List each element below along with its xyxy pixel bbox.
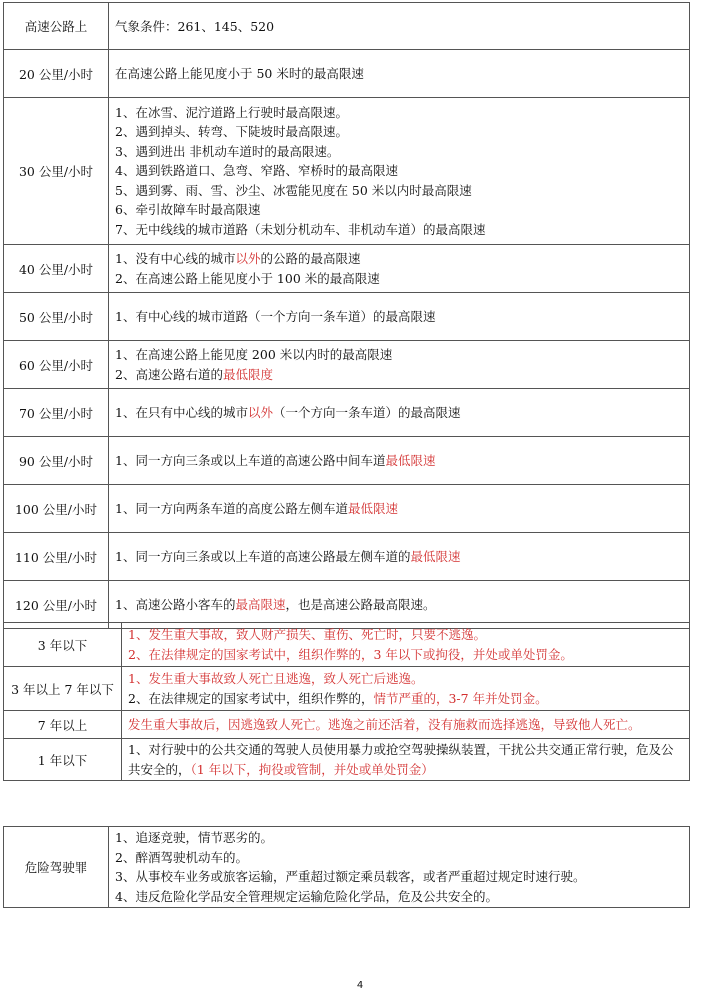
speed-description <box>109 293 690 341</box>
highlighted-text: 2、在法律规定的国家考试中，组织作弊的， <box>128 646 374 662</box>
text-line <box>115 595 683 615</box>
speed-value: 120 公里/小时 <box>4 581 109 629</box>
text-segment: 1、对行驶中的公共交通的驾驶人员使用暴力或抢空驾驶操纵装置，干扰公共交通正常行驶，危及公共安全的， <box>128 742 674 777</box>
highlighted-text: 最低限速 <box>385 452 436 468</box>
highlighted-text: 1、发生重大事故，致人财产损失、重伤、死亡时，只要不逃逸。 <box>128 627 486 642</box>
highlighted-text: 以外 <box>247 404 273 420</box>
text-line <box>115 848 683 868</box>
text-line <box>115 103 683 123</box>
highlighted-text: 最低限度 <box>222 366 273 382</box>
text-segment: 7、无中线线的城市道路（未划分机动车、非机动车道）的最高限速 <box>115 221 486 237</box>
highlighted-text: 情节严重的，3-7 年并处罚金。 <box>373 690 548 706</box>
penalty-description <box>122 623 690 667</box>
text-line <box>115 867 683 887</box>
text-line <box>115 451 683 471</box>
speed-limit-row <box>4 389 690 437</box>
text-segment: （一个方向一条车道）的最高限速 <box>272 404 461 420</box>
text-segment: 1、高速公路小客车的 <box>115 596 236 612</box>
speed-value: 90 公里/小时 <box>4 437 109 485</box>
highlighted-text: 3 年以下或拘役，并处或单处罚金。 <box>373 646 573 662</box>
text-line <box>128 645 683 665</box>
text-line <box>115 345 683 365</box>
penalty-description <box>122 667 690 711</box>
highlighted-text: 最高限速 <box>235 596 286 612</box>
speed-limit-row <box>4 341 690 389</box>
text-segment: 2、遇到掉头、转弯、下陡坡时最高限速。 <box>115 124 348 140</box>
text-line <box>115 269 683 289</box>
penalty-term: 7 年以上 <box>4 711 122 739</box>
speed-limit-row <box>4 485 690 533</box>
penalty-description <box>122 739 690 781</box>
speed-table-header-key: 高速公路上 <box>4 3 109 50</box>
highlighted-text: 1、发生重大事故致人死亡且逃逸，致人死亡后逃逸。 <box>128 671 424 686</box>
text-line <box>115 887 683 907</box>
text-segment: 的公路的最高限速 <box>260 251 361 266</box>
dangerous-driving-table <box>3 826 690 908</box>
text-segment: 3、从事校车业务或旅客运输，严重超过额定乘员载客，或者严重超过规定时速行驶。 <box>115 869 586 884</box>
text-line <box>115 181 683 201</box>
dangerous-driving-key: 危险驾驶罪 <box>4 827 109 908</box>
speed-value: 20 公里/小时 <box>4 50 109 98</box>
dangerous-driving-items <box>109 827 690 908</box>
text-segment: 1、有中心线的城市道路（一个方向一条车道）的最高限速 <box>115 308 436 324</box>
text-line <box>115 499 683 519</box>
speed-value: 60 公里/小时 <box>4 341 109 389</box>
speed-description <box>109 533 690 581</box>
text-line <box>115 249 683 269</box>
text-segment: 4、遇到铁路道口、急弯、窄路、窄桥时的最高限速 <box>115 163 398 179</box>
text-segment: 4、违反危险化学品安全管理规定运输危险化学品，危及公共安全的。 <box>115 888 498 904</box>
speed-description <box>109 485 690 533</box>
speed-description <box>109 245 690 293</box>
speed-limit-table <box>3 2 690 629</box>
penalty-row <box>4 623 690 667</box>
text-line <box>115 200 683 220</box>
text-line <box>128 689 683 709</box>
speed-limit-row <box>4 50 690 98</box>
speed-limit-row <box>4 98 690 245</box>
speed-value: 100 公里/小时 <box>4 485 109 533</box>
highlighted-text: 最低限速 <box>410 548 461 564</box>
speed-limit-row <box>4 293 690 341</box>
text-line <box>115 161 683 181</box>
highlighted-text: （1 年以下，拘役或管制，并处或单处罚金） <box>190 761 434 777</box>
speed-description <box>109 341 690 389</box>
text-line <box>115 64 683 84</box>
penalty-row <box>4 711 690 739</box>
text-segment: ，也是高速公路最高限速。 <box>285 596 436 612</box>
text-segment: 1、同一方向三条或以上车道的高速公路中间车道 <box>115 452 386 468</box>
text-segment: 2、在法律规定的国家考试中，组织作弊的， <box>128 690 374 706</box>
text-line <box>115 403 683 423</box>
highlighted-text: 以外 <box>235 251 261 266</box>
penalty-term: 1 年以下 <box>4 739 122 781</box>
page-number: 4 <box>356 980 364 991</box>
penalty-term: 3 年以上 7 年以下 <box>4 667 122 711</box>
speed-value: 30 公里/小时 <box>4 98 109 245</box>
speed-limit-row <box>4 533 690 581</box>
text-line <box>115 365 683 385</box>
text-segment: 在高速公路上能见度小于 50 米时的最高限速 <box>115 65 364 81</box>
text-segment: 1、追逐竞驶，情节恶劣的。 <box>115 830 273 845</box>
text-line <box>115 828 683 848</box>
text-segment: 1、同一方向两条车道的高度公路左侧车道 <box>115 500 348 516</box>
penalty-row <box>4 667 690 711</box>
text-segment: 1、在只有中心线的城市 <box>115 404 248 420</box>
text-line <box>128 625 683 645</box>
text-segment: 2、在高速公路上能见度小于 100 米的最高限速 <box>115 270 380 286</box>
speed-table-header-row <box>4 3 690 50</box>
speed-description <box>109 437 690 485</box>
speed-table-header-value: 气象条件：261、145、520 <box>109 3 690 50</box>
speed-value: 50 公里/小时 <box>4 293 109 341</box>
text-line <box>128 715 683 735</box>
penalty-table <box>3 622 690 781</box>
speed-value: 110 公里/小时 <box>4 533 109 581</box>
dangerous-driving-row <box>4 827 690 908</box>
speed-description <box>109 389 690 437</box>
text-segment: 1、在冰雪、泥泞道路上行驶时最高限速。 <box>115 104 348 120</box>
text-line <box>115 142 683 162</box>
text-segment: 1、在高速公路上能见度 200 米以内时的最高限速 <box>115 347 393 362</box>
text-segment: 5、遇到雾、雨、雪、沙尘、冰雹能见度在 50 米以内时最高限速 <box>115 182 472 198</box>
speed-limit-row <box>4 437 690 485</box>
text-line <box>128 740 683 779</box>
text-segment: 2、高速公路右道的 <box>115 366 223 382</box>
speed-description <box>109 50 690 98</box>
text-line <box>128 669 683 689</box>
text-segment: 1、没有中心线的城市 <box>115 251 236 266</box>
penalty-description <box>122 711 690 739</box>
penalty-term: 3 年以下 <box>4 623 122 667</box>
speed-description <box>109 98 690 245</box>
text-line <box>115 122 683 142</box>
text-segment: 1、同一方向三条或以上车道的高速公路最左侧车道的 <box>115 548 411 564</box>
speed-value: 70 公里/小时 <box>4 389 109 437</box>
text-segment: 2、醉酒驾驶机动车的。 <box>115 849 248 865</box>
text-segment: 6、牵引故障车时最高限速 <box>115 202 261 218</box>
penalty-row <box>4 739 690 781</box>
speed-value: 40 公里/小时 <box>4 245 109 293</box>
highlighted-text: 发生重大事故后，因逃逸致人死亡。逃逸之前还活着，没有施救而选择逃逸，导致他人死亡。 <box>128 716 641 732</box>
text-segment: 3、遇到进出 非机动车道时的最高限速。 <box>115 143 340 159</box>
text-line <box>115 220 683 240</box>
text-line <box>115 547 683 567</box>
highlighted-text: 最低限速 <box>347 500 398 516</box>
speed-limit-row <box>4 245 690 293</box>
text-line <box>115 307 683 327</box>
